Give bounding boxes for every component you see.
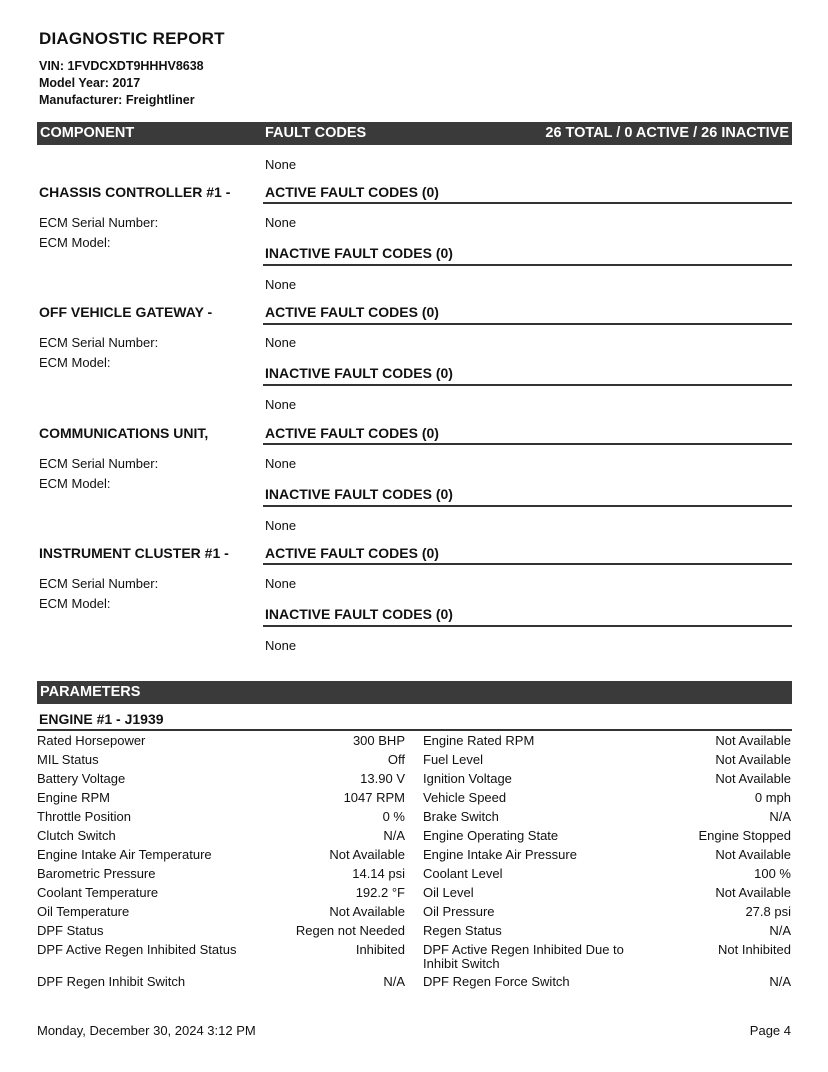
section-divider — [263, 443, 792, 445]
parameter-label: Throttle Position — [37, 809, 131, 824]
active-fault-value: None — [265, 576, 297, 591]
parameters-header-bar — [37, 681, 792, 704]
parameter-value: Not Available — [715, 885, 791, 900]
parameter-value: Not Available — [715, 771, 791, 786]
active-fault-value: None — [265, 215, 297, 230]
parameter-value: Off — [387, 752, 405, 767]
active-fault-codes-label: ACTIVE FAULT CODES (0) — [265, 425, 439, 441]
parameter-value: Not Inhibited — [718, 942, 791, 957]
parameter-label: DPF Status — [37, 923, 104, 938]
parameter-label: DPF Regen Inhibit Switch — [37, 974, 186, 989]
parameter-value: N/A — [383, 828, 405, 843]
report-title: DIAGNOSTIC REPORT — [39, 29, 225, 48]
parameter-value: 0 mph — [754, 790, 791, 805]
active-fault-value: None — [265, 335, 297, 350]
parameter-label: Fuel Level — [423, 752, 483, 767]
section-divider — [263, 563, 792, 565]
parameter-label: Oil Pressure — [423, 904, 495, 919]
page-number: Page 4 — [749, 1023, 791, 1038]
parameter-label: Clutch Switch — [37, 828, 116, 843]
parameter-label: DPF Active Regen Inhibited Status — [37, 942, 237, 957]
parameter-label: MIL Status — [37, 752, 99, 767]
inactive-fault-codes-label: INACTIVE FAULT CODES (0) — [265, 606, 453, 622]
component-name: OFF VEHICLE GATEWAY - — [39, 304, 213, 320]
parameter-value: Not Available — [329, 847, 405, 862]
parameter-value: N/A — [383, 974, 405, 989]
parameter-label: Oil Level — [423, 885, 474, 900]
parameter-label: Engine RPM — [37, 790, 110, 805]
ecm-model-label: ECM Model: — [39, 355, 111, 370]
parameter-value: N/A — [769, 809, 791, 824]
inactive-fault-value: None — [265, 518, 297, 533]
parameter-value: Not Available — [715, 752, 791, 767]
inactive-fault-codes-label: INACTIVE FAULT CODES (0) — [265, 245, 453, 261]
ecm-serial-label: ECM Serial Number: — [39, 456, 159, 471]
parameter-value: Not Available — [715, 733, 791, 748]
active-fault-codes-label: ACTIVE FAULT CODES (0) — [265, 184, 439, 200]
section-divider — [263, 323, 792, 325]
engine-title: ENGINE #1 - J1939 — [39, 711, 164, 727]
component-name: COMMUNICATIONS UNIT, — [39, 425, 209, 441]
ecm-serial-label: ECM Serial Number: — [39, 335, 159, 350]
fault-totals: 26 TOTAL / 0 ACTIVE / 26 INACTIVE — [545, 125, 789, 141]
active-fault-codes-label: ACTIVE FAULT CODES (0) — [265, 304, 439, 320]
ecm-model-label: ECM Model: — [39, 476, 111, 491]
model-year-text: Model Year: 2017 — [39, 76, 141, 90]
parameter-value: Not Available — [329, 904, 405, 919]
active-fault-codes-label: ACTIVE FAULT CODES (0) — [265, 545, 439, 561]
parameter-value: Not Available — [715, 847, 791, 862]
parameter-value: Engine Stopped — [698, 828, 791, 843]
parameter-label: Vehicle Speed — [423, 790, 507, 805]
fault-codes-column-header: FAULT CODES — [265, 125, 367, 141]
parameter-label: Battery Voltage — [37, 771, 126, 786]
section-divider — [263, 625, 792, 627]
ecm-serial-label: ECM Serial Number: — [39, 215, 159, 230]
ecm-serial-label: ECM Serial Number: — [39, 576, 159, 591]
manufacturer-text: Manufacturer: Freightliner — [39, 93, 195, 107]
parameter-label: Engine Intake Air Temperature — [37, 847, 212, 862]
parameter-value: 27.8 psi — [745, 904, 791, 919]
inactive-fault-value: None — [265, 277, 297, 292]
parameter-value: 1047 RPM — [343, 790, 405, 805]
parameter-label: Oil Temperature — [37, 904, 130, 919]
inactive-fault-codes-label: INACTIVE FAULT CODES (0) — [265, 486, 453, 502]
parameter-value: 192.2 °F — [355, 885, 405, 900]
engine-divider — [37, 729, 792, 731]
parameter-value: N/A — [769, 923, 791, 938]
footer-datetime: Monday, December 30, 2024 3:12 PM — [37, 1023, 256, 1038]
parameter-value: 100 % — [754, 866, 791, 881]
parameter-value: 14.14 psi — [352, 866, 405, 881]
fault-codes-header-bar — [37, 122, 792, 145]
component-column-header: COMPONENT — [40, 125, 135, 141]
inactive-fault-codes-label: INACTIVE FAULT CODES (0) — [265, 365, 453, 381]
vin-text: VIN: 1FVDCXDT9HHHV8638 — [39, 59, 204, 73]
parameter-label: Engine Intake Air Pressure — [423, 847, 577, 862]
parameter-value: 13.90 V — [360, 771, 405, 786]
parameters-header: PARAMETERS — [40, 684, 141, 700]
parameter-label: DPF Active Regen Inhibited Due to Inhibit Switch — [423, 942, 624, 971]
parameter-label: Brake Switch — [423, 809, 499, 824]
ecm-model-label: ECM Model: — [39, 596, 111, 611]
parameter-value: 0 % — [382, 809, 405, 824]
parameter-label: Coolant Level — [423, 866, 503, 881]
parameter-label: Ignition Voltage — [423, 771, 512, 786]
parameter-label: Engine Rated RPM — [423, 733, 535, 748]
ecm-model-label: ECM Model: — [39, 235, 111, 250]
parameter-label: Regen Status — [423, 923, 502, 938]
section-divider — [263, 505, 792, 507]
section-divider — [263, 264, 792, 266]
component-name: INSTRUMENT CLUSTER #1 - — [39, 545, 229, 561]
parameter-value: Inhibited — [355, 942, 405, 957]
top-none-text: None — [265, 157, 297, 172]
parameter-label: Barometric Pressure — [37, 866, 156, 881]
parameter-value: 300 BHP — [352, 733, 405, 748]
inactive-fault-value: None — [265, 638, 297, 653]
section-divider — [263, 384, 792, 386]
parameter-label: Engine Operating State — [423, 828, 559, 843]
parameter-label: Rated Horsepower — [37, 733, 146, 748]
parameter-label: DPF Regen Force Switch — [423, 974, 570, 989]
parameter-value: N/A — [769, 974, 791, 989]
active-fault-value: None — [265, 456, 297, 471]
inactive-fault-value: None — [265, 397, 297, 412]
section-divider — [263, 202, 792, 204]
parameter-value: Regen not Needed — [295, 923, 405, 938]
component-name: CHASSIS CONTROLLER #1 - — [39, 184, 231, 200]
parameter-label: Coolant Temperature — [37, 885, 159, 900]
